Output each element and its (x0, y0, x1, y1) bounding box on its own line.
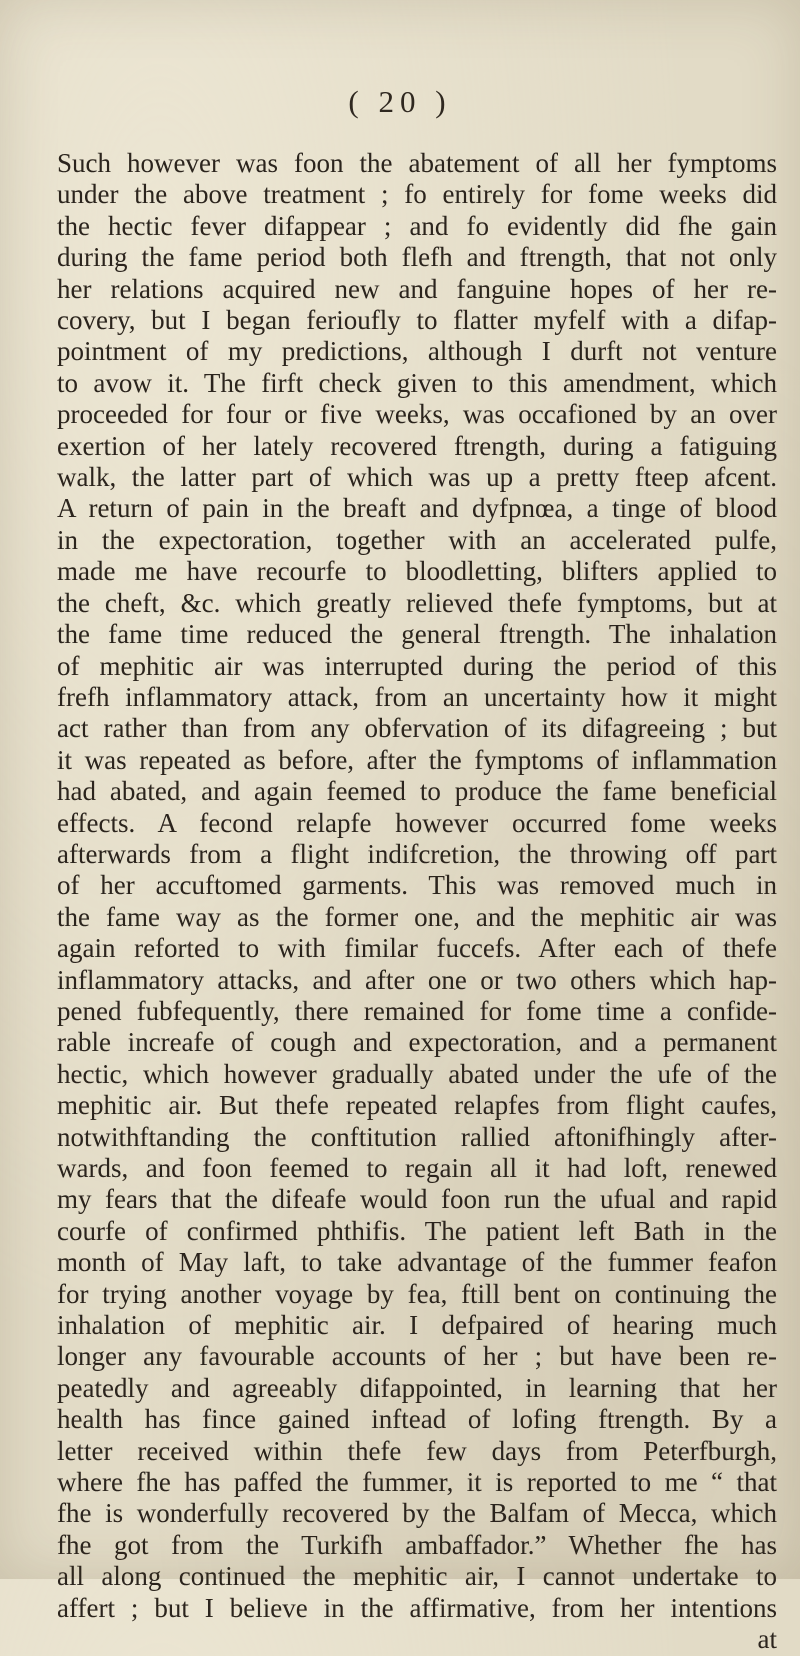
text-line: month of May laft, to take advantage of the fummer feafon (57, 1247, 777, 1278)
text-line: in the expectoration, together with an accelerated pulfe, (57, 524, 777, 555)
text-line: her relations acquired new and fanguine hopes of her re- (57, 273, 777, 304)
body-text (57, 148, 777, 1656)
text-line: proceeded for four or five weeks, was occafioned by an over (57, 399, 777, 430)
text-line: inflammatory attacks, and after one or two others which hap- (57, 964, 777, 995)
text-line: pened fubfequently, there remained for fome time a confide- (57, 995, 777, 1026)
text-line: had abated, and again feemed to produce the fame beneficial (57, 776, 777, 807)
text-line: of her accuftomed garments. This was removed much in (57, 870, 777, 901)
text-line: notwithftanding the conftitution rallied aftonifhingly after- (57, 1121, 777, 1152)
text-line: walk, the latter part of which was up a pretty fteep afcent. (57, 462, 777, 493)
text-line: exertion of her lately recovered ftrength, during a fatiguing (57, 430, 777, 461)
text-line: under the above treatment ; fo entirely for fome weeks did (57, 179, 777, 210)
text-line: wards, and foon feemed to regain all it had loft, renewed (57, 1153, 777, 1183)
text-line: mephitic air. But thefe repeated relapfes from flight caufes, (57, 1090, 777, 1121)
text-line: the cheft, &c. which greatly relieved thefe fymptoms, but at (57, 587, 777, 618)
text-line: during the fame period both flefh and ftrength, that not only (57, 242, 777, 273)
text-line: pointment of my predictions, although I durft not venture (57, 336, 777, 367)
text-line: courfe of confirmed phthifis. The patient left Bath in the (57, 1215, 777, 1246)
text-line: afterwards from a flight indifcretion, the throwing off part (57, 838, 777, 869)
text-line: covery, but I began ferioufly to flatter myfelf with a difap- (57, 305, 777, 336)
text-line: hectic, which however gradually abated under the ufe of the (57, 1058, 777, 1089)
text-line: the fame way as the former one, and the mephitic air was (57, 901, 777, 932)
text-line: of mephitic air was interrupted during the period of this (57, 650, 777, 681)
text-line: peatedly and agreeably difappointed, in learning that her (57, 1372, 777, 1403)
text-line: effects. A fecond relapfe however occurred fome weeks (57, 807, 777, 838)
text-line: longer any favourable accounts of her ; but have been re- (57, 1341, 777, 1372)
text-line: made me have recourfe to bloodletting, blifters applied to (57, 556, 777, 587)
text-line: act rather than from any obfervation of its difagreeing ; but (57, 713, 777, 744)
text-line: rable increafe of cough and expectoration, and a permanent (57, 1027, 777, 1058)
text-line: the fame time reduced the general ftrength. The inhalation (57, 619, 777, 650)
text-line: at (757, 1624, 777, 1655)
text-line: it was repeated as before, after the fymptoms of inflammation (57, 744, 777, 775)
text-line: affert ; but I believe in the affirmative, from her intentions (57, 1592, 777, 1623)
text-line: health has fince gained inftead of lofing ftrength. By a (57, 1404, 777, 1435)
text-line: fhe is wonderfully recovered by the Balfam of Mecca, which (57, 1498, 777, 1529)
text-line: to avow it. The firft check given to this amendment, which (57, 367, 777, 398)
text-line: my fears that the difeafe would foon run the ufual and rapid (57, 1184, 777, 1215)
text-line: fhe got from the Turkifh ambaffador.” Whether fhe has (57, 1529, 777, 1560)
text-line: all along continued the mephitic air, I cannot undertake to (57, 1561, 777, 1592)
text-line: again reforted to with fimilar fuccefs. After each of thefe (57, 933, 777, 964)
text-line: letter received within thefe few days from Peterfburgh, (57, 1435, 777, 1466)
page-number: ( 20 ) (348, 84, 452, 119)
text-line: for trying another voyage by fea, ftill bent on continuing the (57, 1278, 777, 1309)
text-line: inhalation of mephitic air. I defpaired of hearing much (57, 1310, 777, 1341)
text-line: frefh inflammatory attack, from an uncertainty how it might (57, 681, 777, 712)
text-line: Such however was foon the abatement of all her fymptoms (57, 148, 777, 178)
text-line: A return of pain in the breaft and dyfpnœa, a tinge of blood (57, 493, 777, 524)
text-line: the hectic fever difappear ; and fo evidently did fhe gain (57, 210, 777, 241)
text-line: where fhe has paffed the fummer, it is reported to me “ that (57, 1467, 777, 1498)
